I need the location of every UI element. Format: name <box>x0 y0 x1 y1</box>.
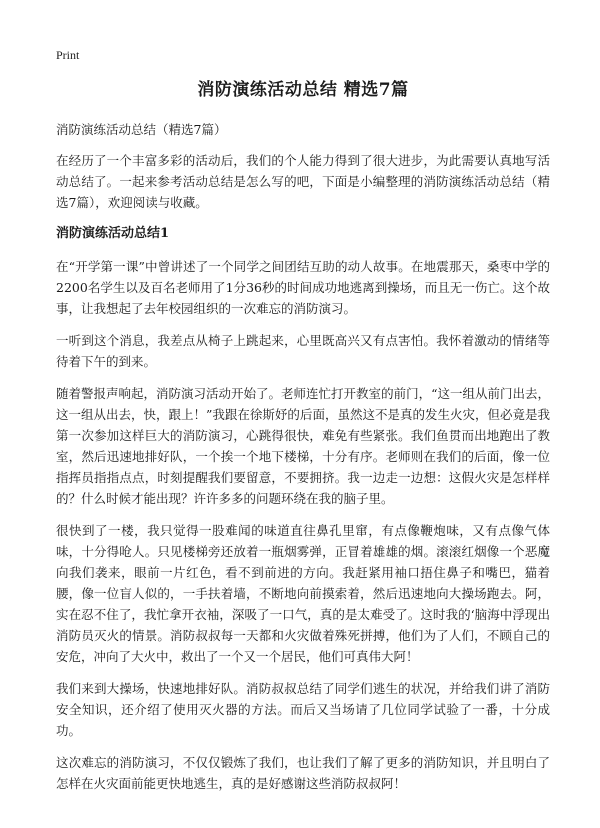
body-paragraph: 在“开学第一课”中曾讲述了一个同学之间团结互助的动人故事。在地震那天，桑枣中学的2200名学生以及百名老师用了1分36秒的时间成功地逃离到操场，而且无一伤亡。这个故事，让我想起了去年校园组织的一次难忘的消防演习。 <box>56 259 550 316</box>
print-link[interactable]: Print <box>56 48 80 62</box>
document-subtitle: 消防演练活动总结（精选7篇） <box>56 122 227 137</box>
body-paragraph: 很快到了一楼，我只觉得一股难闻的味道直往鼻孔里窜，有点像鞭炮味，又有点像气体味，十分得呛人。只见楼梯旁还放着一瓶烟雾弹，正冒着雄雄的烟。滚滚红烟像一个恶魔向我们袭来，眼前一片红色，看不到前进的方向。我赶紧用袖口捂住鼻子和嘴巴，猫着腰，像一位盲人似的，一手扶着墙，不断地向前摸索着，然后迅速地向大操场跑去。阿，实在忍不住了，我忙拿开衣袖，深吸了一口气，真的是太难受了。这时我的‘脑海中浮现出消防员灭火的情景。消防叔叔每一天都和火灾做着殊死拼搏，他们为了人们，不顾自己的安危，冲向了大火中，救出了一个又一个居民，他们可真伟大阿！ <box>56 523 550 664</box>
intro-paragraph: 在经历了一个丰富多彩的活动后，我们的个人能力得到了很大进步，为此需要认真地写活动总结了。一起来参考活动总结是怎么写的吧，下面是小编整理的消防演练活动总结（精选7篇），欢迎阅读与收藏。 <box>56 153 550 210</box>
body-paragraph: 随着警报声响起，消防演习活动开始了。老师连忙打开教室的前门，“这一组从前门出去，这一组从出去，快，跟上！”我跟在徐斯妤的后面，虽然这不是真的发生火灾，但必竟是我第一次参加这样巨大的消防演习，心跳得很快，难免有些紧张。我们鱼贯而出地跑出了教室，然后迅速地排好队，一个挨一个地下楼梯，十分有序。老师则在我们的后面，像一位指挥员指指点点，时刻提醒我们要留意，不要拥挤。我一边走一边想：这假火灾是怎样样的？什么时候才能出现？许许多多的问题环绕在我的脑子里。 <box>56 386 550 506</box>
section-heading: 消防演练活动总结1 <box>56 226 170 241</box>
body-paragraph: 一听到这个消息，我差点从椅子上跳起来，心里既高兴又有点害怕。我怀着激动的情绪等待着下午的到来。 <box>56 333 550 369</box>
document-body <box>56 150 550 805</box>
document-title: 消防演练活动总结 精选7篇 <box>197 80 409 100</box>
body-paragraph: 这次难忘的消防演习，不仅仅锻炼了我们，也让我们了解了更多的消防知识，并且明白了怎样在火灾面前能更快地逃生，真的是好感谢这些消防叔叔阿！ <box>56 755 550 791</box>
body-paragraph: 我们来到大操场，快速地排好队。消防叔叔总结了同学们逃生的状况，并给我们讲了消防安全知识，还介绍了使用灭火器的方法。而后又当场请了几位同学试验了一番，十分成功。 <box>56 681 550 738</box>
